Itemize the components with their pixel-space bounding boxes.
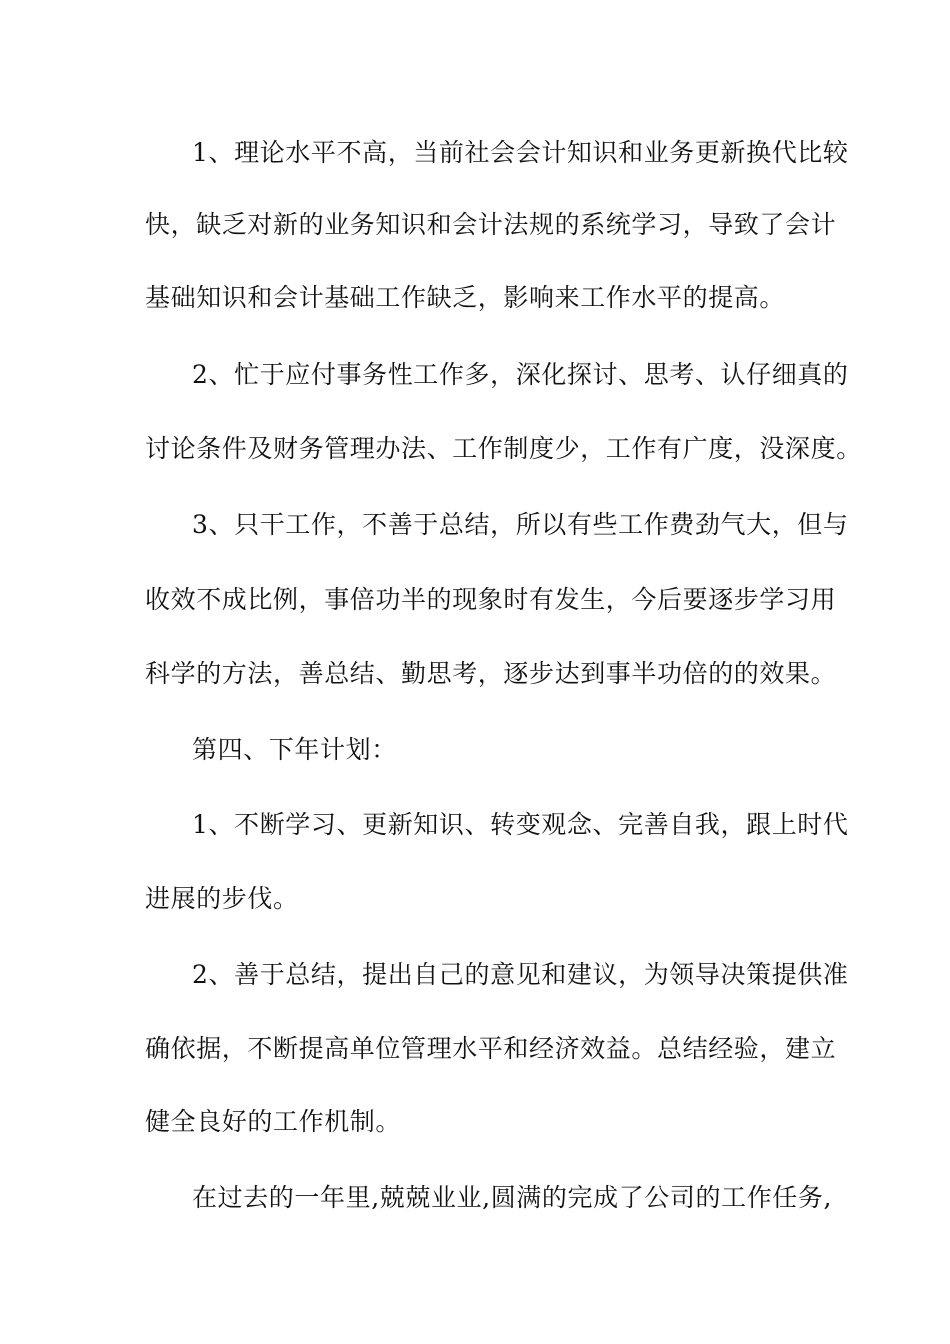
text-line: 3、只干工作，不善于总结，所以有些工作费劲气大，但与 <box>192 510 849 539</box>
section-heading: 第四、下年计划： <box>192 735 397 764</box>
text-line: 科学的方法，善总结、勤思考，逐步达到事半功倍的的效果。 <box>145 659 837 688</box>
text-line: 讨论条件及财务管理办法、工作制度少，工作有广度，没深度。 <box>145 434 862 463</box>
text-line: 1、不断学习、更新知识、转变观念、完善自我，跟上时代 <box>192 810 849 839</box>
text-line: 健全良好的工作机制。 <box>145 1107 402 1136</box>
text-line: 在过去的一年里,兢兢业业,圆满的完成了公司的工作任务, <box>192 1183 833 1212</box>
text-line: 2、善于总结，提出自己的意见和建议，为领导决策提供准 <box>192 960 849 989</box>
text-line: 进展的步伐。 <box>145 884 299 913</box>
text-line: 1、理论水平不高，当前社会会计知识和业务更新换代比较 <box>192 138 849 167</box>
text-line: 确依据，不断提高单位管理水平和经济效益。总结经验，建立 <box>145 1034 837 1063</box>
text-line: 2、忙于应付事务性工作多，深化探讨、思考、认仔细真的 <box>192 360 849 389</box>
text-line: 快，缺乏对新的业务知识和会计法规的系统学习，导致了会计 <box>145 210 837 239</box>
text-line: 基础知识和会计基础工作缺乏，影响来工作水平的提高。 <box>145 283 786 312</box>
text-line: 收效不成比例，事倍功半的现象时有发生，今后要逐步学习用 <box>145 585 837 614</box>
